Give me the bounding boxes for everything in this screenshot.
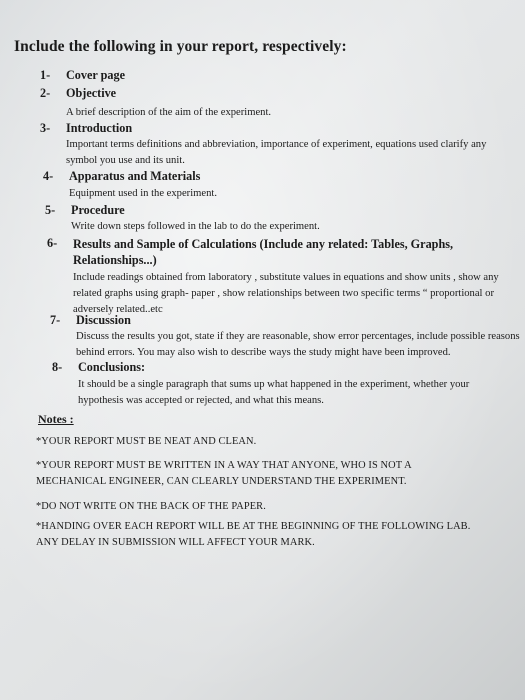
item-number: 2- xyxy=(40,86,51,100)
item-title: Conclusions: xyxy=(78,360,146,374)
item-description: Include readings obtained from laboratory , substitute values in equations and show units , show any related graphs using graph- paper , show relationships between two specific terms “ proportional or adversely related..etc xyxy=(73,272,499,315)
notes-label: Notes : xyxy=(38,412,74,426)
item-description: Important terms definitions and abbreviation, importance of experiment, equations used clarify any symbol you use and its unit. xyxy=(66,139,487,166)
item-number: 3- xyxy=(40,121,51,135)
item-title: Apparatus and Materials xyxy=(69,169,201,183)
item-number: 8- xyxy=(52,360,63,374)
item-number: 7- xyxy=(50,313,61,327)
item-description: Write down steps followed in the lab to do the experiment. xyxy=(71,221,320,232)
item-number: 6- xyxy=(47,236,58,250)
note-neat-clean: *YOUR REPORT MUST BE NEAT AND CLEAN. xyxy=(36,436,257,447)
note-submission-deadline: *HANDING OVER EACH REPORT WILL BE AT THE BEGINNING OF THE FOLLOWING LAB. ANY DELAY IN SUBMISSION WILL AFFECT YOUR MARK. xyxy=(36,521,471,548)
item-description: A brief description of the aim of the experiment. xyxy=(66,107,272,118)
page-heading: Include the following in your report, respectively: xyxy=(14,38,347,55)
item-title: Procedure xyxy=(71,203,125,217)
item-number: 5- xyxy=(45,203,56,217)
item-number: 1- xyxy=(40,68,51,82)
item-description: Discuss the results you got, state if they are reasonable, show error percentages, include possible reasons behind errors. You may also wish to describe ways the study might have been improved. xyxy=(76,331,520,358)
item-description: It should be a single paragraph that sums up what happened in the experiment, whether your hypothesis was accepted or rejected, and what this means. xyxy=(78,379,470,406)
item-description: Equipment used in the experiment. xyxy=(69,188,217,199)
item-number: 4- xyxy=(43,169,54,183)
item-title: Introduction xyxy=(66,121,133,135)
item-title: Results and Sample of Calculations (Include any related: Tables, Graphs, Relationships...) xyxy=(73,237,454,267)
note-written-clearly: *YOUR REPORT MUST BE WRITTEN IN A WAY THAT ANYONE, WHO IS NOT A MECHANICAL ENGINEER, CAN CLEARLY UNDERSTAND THE EXPERIMENT. xyxy=(36,460,412,487)
item-title: Objective xyxy=(66,86,117,100)
item-title: Discussion xyxy=(76,313,131,327)
note-no-back-page: *DO NOT WRITE ON THE BACK OF THE PAPER. xyxy=(36,501,266,512)
item-title: Cover page xyxy=(66,68,126,82)
